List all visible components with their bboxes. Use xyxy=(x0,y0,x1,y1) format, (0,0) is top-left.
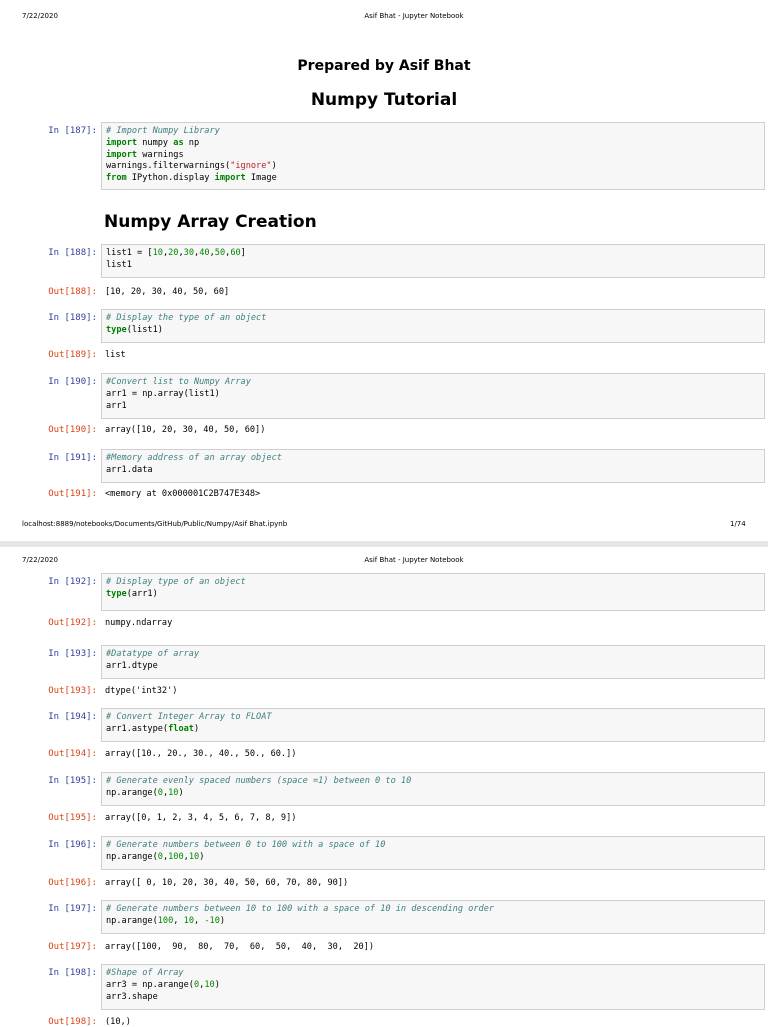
code-token: , xyxy=(173,915,184,926)
code-token: # Convert Integer Array to FLOAT xyxy=(106,712,272,722)
code-cell[interactable] xyxy=(101,900,765,934)
code-token: 40 xyxy=(199,248,210,258)
page-separator xyxy=(0,541,768,547)
code-token: arr1.dtype xyxy=(106,660,158,671)
output-text: array([ 0, 10, 20, 30, 40, 50, 60, 70, 80, 90]) xyxy=(105,878,349,888)
code-line xyxy=(106,840,760,852)
code-token: #Shape of Array xyxy=(106,968,184,978)
code-cell[interactable] xyxy=(101,122,765,190)
output-text: (10,) xyxy=(105,1017,131,1027)
input-prompt: In [198]: xyxy=(48,968,97,978)
code-token: , xyxy=(162,787,169,798)
code-cell[interactable] xyxy=(101,244,765,278)
output-text: [10, 20, 30, 40, 50, 60] xyxy=(105,287,230,297)
code-token: 10 xyxy=(188,851,200,862)
code-token: list1 xyxy=(106,259,132,270)
code-line xyxy=(106,150,760,162)
code-token: -10 xyxy=(204,915,220,926)
code-cell[interactable] xyxy=(101,836,765,870)
output-prompt: Out[189]: xyxy=(48,350,97,360)
header-doc-title: Asif Bhat - Jupyter Notebook xyxy=(364,12,464,20)
code-line xyxy=(106,788,760,800)
output-prompt: Out[191]: xyxy=(48,489,97,499)
code-token: (list1) xyxy=(126,324,163,335)
output-text: numpy.ndarray xyxy=(105,618,173,628)
code-line xyxy=(106,852,760,864)
input-prompt: In [194]: xyxy=(48,712,97,722)
code-token: 10 xyxy=(168,787,179,798)
code-line xyxy=(106,904,760,916)
code-line xyxy=(106,138,760,150)
code-line xyxy=(106,325,760,337)
code-line xyxy=(106,776,760,788)
header-doc-title: Asif Bhat - Jupyter Notebook xyxy=(364,556,464,564)
code-cell[interactable] xyxy=(101,309,765,343)
output-prompt: Out[188]: xyxy=(48,287,97,297)
code-line xyxy=(106,401,760,413)
section-title: Numpy Array Creation xyxy=(104,212,317,232)
code-token: arr3 = np.arange( xyxy=(106,979,194,990)
code-token: (arr1) xyxy=(126,588,158,599)
code-token: ) xyxy=(178,787,184,798)
output-text: <memory at 0x000001C2B747E348> xyxy=(105,489,261,499)
code-token: np.arange( xyxy=(106,787,158,798)
code-token: arr1.data xyxy=(106,464,153,475)
code-token: type xyxy=(106,588,127,599)
code-token: ) xyxy=(193,723,200,734)
code-token: , xyxy=(183,851,189,862)
code-token: , xyxy=(162,851,169,862)
footer-page-number: 1/74 xyxy=(730,520,746,528)
code-line xyxy=(106,313,760,325)
code-token: arr1 xyxy=(106,400,127,411)
code-token: 10 xyxy=(183,915,194,926)
output-prompt: Out[190]: xyxy=(48,425,97,435)
code-token: , xyxy=(194,915,205,926)
code-token: arr1.astype( xyxy=(106,723,169,734)
code-token: # Import Numpy Library xyxy=(106,126,220,136)
code-token: 30 xyxy=(183,248,195,258)
code-cell[interactable] xyxy=(101,373,765,419)
output-text: list xyxy=(105,350,126,360)
output-text: array([0, 1, 2, 3, 4, 5, 6, 7, 8, 9]) xyxy=(105,813,297,823)
code-line xyxy=(106,453,760,465)
code-token: #Memory address of an array object xyxy=(106,453,282,463)
output-text: array([10, 20, 30, 40, 50, 60]) xyxy=(105,425,266,435)
output-prompt: Out[197]: xyxy=(48,942,97,952)
code-token: import xyxy=(106,149,138,160)
code-cell[interactable] xyxy=(101,772,765,806)
code-token: float xyxy=(168,723,194,734)
code-line xyxy=(106,465,760,477)
code-line xyxy=(106,712,760,724)
code-token: #Datatype of array xyxy=(106,649,200,659)
code-token: np.arange( xyxy=(106,915,158,926)
code-token: np.arange( xyxy=(106,851,158,862)
code-token: import xyxy=(106,137,138,148)
code-token: numpy xyxy=(137,137,174,148)
input-prompt: In [189]: xyxy=(48,313,97,323)
code-line xyxy=(106,992,760,1004)
code-token: 100 xyxy=(157,915,174,926)
header-date: 7/22/2020 xyxy=(22,556,58,564)
code-cell[interactable] xyxy=(101,573,765,611)
code-token: 0 xyxy=(193,979,200,990)
code-line xyxy=(106,980,760,992)
output-prompt: Out[196]: xyxy=(48,878,97,888)
code-token: list1 = [ xyxy=(106,248,153,258)
code-token: ] xyxy=(240,248,246,258)
code-token: # Generate numbers between 10 to 100 with a space of 10 in descending order xyxy=(106,904,495,914)
code-token: Image xyxy=(245,173,277,184)
code-cell[interactable] xyxy=(101,964,765,1010)
code-cell[interactable] xyxy=(101,449,765,483)
code-cell[interactable] xyxy=(101,708,765,742)
header-date: 7/22/2020 xyxy=(22,12,58,20)
code-token: np xyxy=(183,137,200,148)
code-token: # Display the type of an object xyxy=(106,313,267,323)
code-token: arr3.shape xyxy=(106,991,158,1002)
code-token: 50 xyxy=(214,248,226,258)
code-token: # Generate evenly spaced numbers (space =1) between 0 to 10 xyxy=(106,776,412,786)
code-line xyxy=(106,724,760,736)
code-line xyxy=(106,649,760,661)
code-token: 60 xyxy=(230,248,241,258)
code-token: "ignore" xyxy=(230,161,272,172)
output-prompt: Out[192]: xyxy=(48,618,97,628)
code-token: , xyxy=(225,248,231,258)
output-prompt: Out[194]: xyxy=(48,749,97,759)
code-line xyxy=(106,161,760,173)
code-token: as xyxy=(173,137,184,148)
code-token: warnings xyxy=(137,149,184,160)
input-prompt: In [187]: xyxy=(48,126,97,136)
main-title: Numpy Tutorial xyxy=(310,90,458,110)
code-token: 0 xyxy=(157,851,163,862)
code-line xyxy=(106,661,760,673)
code-token: IPython.display xyxy=(126,173,215,184)
input-prompt: In [197]: xyxy=(48,904,97,914)
code-line xyxy=(106,389,760,401)
output-text: array([100, 90, 80, 70, 60, 50, 40, 30, 20]) xyxy=(105,942,375,952)
input-prompt: In [188]: xyxy=(48,248,97,258)
code-token: # Display type of an object xyxy=(106,577,246,587)
code-token: ) xyxy=(271,161,277,172)
code-token: 10 xyxy=(152,248,163,258)
output-text: array([10., 20., 30., 40., 50., 60.]) xyxy=(105,749,297,759)
output-prompt: Out[193]: xyxy=(48,686,97,696)
code-token: , xyxy=(209,248,215,258)
output-prompt: Out[195]: xyxy=(48,813,97,823)
code-token: , xyxy=(199,979,205,990)
code-token: 10 xyxy=(204,979,215,990)
code-token: , xyxy=(162,248,169,258)
code-token: 100 xyxy=(168,851,184,862)
code-line xyxy=(106,968,760,980)
code-line xyxy=(106,916,760,928)
code-token: warnings.filterwarnings( xyxy=(106,161,231,172)
code-token: ) xyxy=(199,851,205,862)
code-token: 0 xyxy=(157,787,163,798)
code-line xyxy=(106,377,760,389)
code-line xyxy=(106,260,760,272)
code-token: ) xyxy=(219,915,226,926)
footer-url: localhost:8889/notebooks/Documents/GitHub/Public/Numpy/Asif Bhat.ipynb xyxy=(22,520,288,528)
code-line xyxy=(106,173,760,185)
code-token: import xyxy=(214,173,246,184)
output-text: dtype('int32') xyxy=(105,686,178,696)
code-token: ) xyxy=(214,979,220,990)
output-prompt: Out[198]: xyxy=(48,1017,97,1027)
code-token: type xyxy=(106,324,127,335)
input-prompt: In [195]: xyxy=(48,776,97,786)
code-token: arr1 = np.array(list1) xyxy=(106,388,220,399)
code-token: , xyxy=(194,248,200,258)
code-token: 20 xyxy=(168,248,179,258)
input-prompt: In [190]: xyxy=(48,377,97,387)
code-line xyxy=(106,126,760,138)
code-cell[interactable] xyxy=(101,645,765,679)
code-token: # Generate numbers between 0 to 100 with a space of 10 xyxy=(106,840,386,850)
input-prompt: In [193]: xyxy=(48,649,97,659)
code-line xyxy=(106,589,760,601)
input-prompt: In [196]: xyxy=(48,840,97,850)
code-line xyxy=(106,248,760,260)
code-token: #Convert list to Numpy Array xyxy=(106,377,251,387)
input-prompt: In [192]: xyxy=(48,577,97,587)
code-line xyxy=(106,577,760,589)
input-prompt: In [191]: xyxy=(48,453,97,463)
author-heading: Prepared by Asif Bhat xyxy=(297,58,471,74)
code-token: from xyxy=(106,173,127,184)
code-token: , xyxy=(178,248,184,258)
